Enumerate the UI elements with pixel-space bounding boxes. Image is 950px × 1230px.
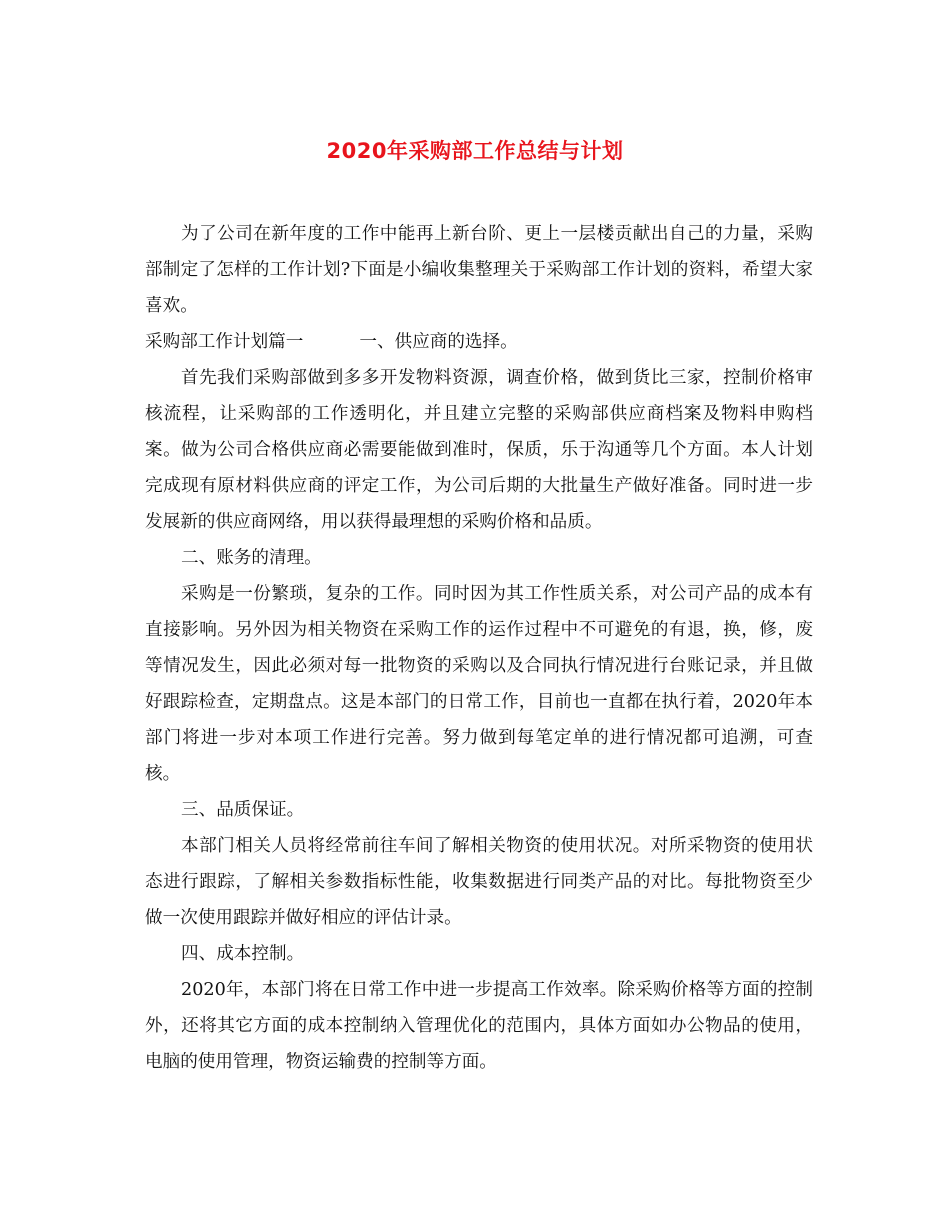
document-body xyxy=(145,216,813,1080)
section-heading-4: 四、成本控制。 xyxy=(181,944,305,964)
section-body-1: 首先我们采购部做到多多开发物料资源，调查价格，做到货比三家，控制价格审核流程，让采购部的工作透明化，并且建立完整的采购部供应商档案及物料申购档案。做为公司合格供应商必需要能做到准时，保质，乐于沟通等几个方面。本人计划完成现有原材料供应商的评定工作，为公司后期的大批量生产做好准备。同时进一步发展新的供应商网络，用以获得最理想的采购价格和品质。 xyxy=(145,368,813,532)
section-body-2: 采购是一份繁琐，复杂的工作。同时因为其工作性质关系，对公司产品的成本有直接影响。另外因为相关物资在采购工作的运作过程中不可避免的有退，换，修，废等情况发生，因此必须对每一批物资的采购以及合同执行情况进行台账记录，并且做好跟踪检查，定期盘点。这是本部门的日常工作，目前也一直都在执行着，2020年本部门将进一步对本项工作进行完善。努力做到每笔定单的进行情况都可追溯，可查核。 xyxy=(145,584,813,784)
intro-paragraph: 为了公司在新年度的工作中能再上新台阶、更上一层楼贡献出自己的力量，采购部制定了怎样的工作计划?下面是小编收集整理关于采购部工作计划的资料，希望大家喜欢。 xyxy=(145,224,813,316)
document-title: 2020年采购部工作总结与计划 xyxy=(326,139,624,163)
section-heading-1: 一、供应商的选择。 xyxy=(359,332,518,352)
section-heading-2: 二、账务的清理。 xyxy=(181,548,322,568)
plan-label: 采购部工作计划篇一 xyxy=(145,332,304,352)
section-body-3: 本部门相关人员将经常前往车间了解相关物资的使用状况。对所采物资的使用状态进行跟踪，了解相关参数指标性能，收集数据进行同类产品的对比。每批物资至少做一次使用跟踪并做好相应的评估计录。 xyxy=(145,836,813,928)
plan-heading-line xyxy=(145,324,813,360)
section-heading-3: 三、品质保证。 xyxy=(181,800,305,820)
section-body-4: 2020年，本部门将在日常工作中进一步提高工作效率。除采购价格等方面的控制外，还将其它方面的成本控制纳入管理优化的范围内，具体方面如办公物品的使用，电脑的使用管理，物资运输费的控制等方面。 xyxy=(145,980,813,1072)
